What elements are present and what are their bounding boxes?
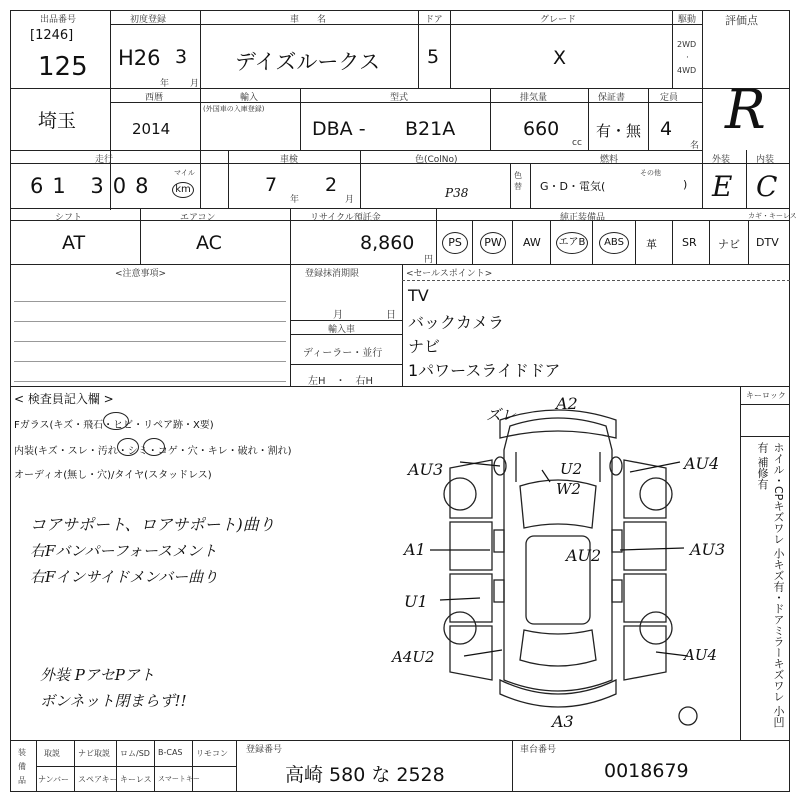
row-divider — [10, 208, 790, 209]
col-divider — [702, 150, 703, 208]
equip-ps: PS — [442, 232, 468, 254]
equip-dtv: DTV — [756, 236, 779, 249]
sales-point-4: 1パワースライドドア — [408, 361, 561, 380]
col-divider — [290, 208, 291, 264]
mark-au2: AU2 — [566, 546, 602, 565]
hand-note-3: 右Fインサイドメンバー曲り — [30, 568, 219, 586]
warranty-label: 保証書 — [598, 93, 626, 103]
drive-4wd: 4WD — [677, 66, 697, 75]
footer-item: B-CAS — [158, 748, 183, 757]
type-label: 型式 — [390, 93, 409, 103]
exterior-label: 外装 — [712, 155, 731, 165]
region: 埼玉 — [38, 110, 77, 132]
hand-note-4: 外装 PアセPアト — [40, 666, 155, 684]
type-prefix: DBA - — [312, 118, 366, 140]
col-divider — [740, 386, 741, 740]
model-year-label: 西暦 — [145, 93, 164, 103]
side-notes: ホイル・CPキズワレ 小キズ有・ドアミラーキズワレ 小凹有 補修有 — [756, 442, 785, 728]
lot-number: 125 — [38, 52, 88, 82]
col-divider — [300, 88, 301, 150]
equip-aw: AW — [523, 236, 541, 249]
yen-unit: 円 — [424, 255, 434, 265]
capacity-label: 定員 — [660, 93, 679, 103]
sales-point-2: バックカメラ — [408, 313, 505, 332]
col-divider — [290, 264, 291, 386]
mark-a1: A1 — [404, 540, 426, 559]
equip-airbag: エアB — [556, 232, 588, 254]
equip-abs: ABS — [599, 232, 629, 254]
interior-grade: C — [756, 170, 778, 203]
steering-side: 左H ・ 右H — [308, 376, 374, 387]
grade-label: グレード — [540, 15, 577, 25]
reg-label: 登録抹消期限 — [305, 269, 360, 279]
displacement: 660 — [523, 118, 560, 140]
glass-line: Fガラス(キズ・飛石・ヒビ・リペア跡・X要) — [14, 420, 214, 431]
capacity: 4 — [660, 118, 673, 140]
col-divider — [402, 264, 403, 386]
mileage-mile: マイル — [174, 169, 195, 177]
col-divider — [418, 10, 419, 88]
footer-items — [36, 740, 236, 792]
month-unit: 月 — [190, 79, 200, 89]
equip-navi: ナビ — [718, 238, 740, 251]
col-divider — [490, 88, 491, 150]
mark-u1: U1 — [404, 592, 428, 611]
sales-point-1: TV — [408, 286, 429, 305]
footer-item: リモコン — [196, 749, 228, 758]
hand-note-1: コアサポート、ロアサポート)曲り — [30, 515, 275, 534]
drive-label: 駆動 — [678, 15, 697, 25]
col-divider — [200, 10, 201, 88]
col-divider — [746, 150, 747, 208]
row-divider — [110, 24, 702, 25]
col-divider — [140, 208, 141, 264]
score-value: R — [725, 78, 766, 141]
row-divider — [402, 280, 790, 281]
disp-label: 排気量 — [520, 93, 548, 103]
keys-label: カギ・キーレス — [748, 212, 797, 220]
equipment-row — [436, 220, 790, 264]
footer-equip-label: 装備品 — [18, 748, 26, 785]
mileage-km-circled: km — [172, 182, 194, 198]
car-name-label: 車 名 — [290, 15, 327, 25]
col-divider — [360, 150, 361, 208]
footer-item: ナンバー — [38, 775, 70, 784]
col-divider — [702, 10, 703, 150]
exterior-grade: E — [712, 170, 733, 203]
col-divider — [512, 740, 513, 792]
car-damage-diagram — [380, 390, 736, 738]
recycle-label: リサイクル預託金 — [310, 213, 381, 223]
insp-month-unit: 月 — [345, 195, 355, 205]
import-label: 輸入 — [240, 93, 259, 103]
glass-circle — [103, 412, 129, 430]
col-divider — [672, 10, 673, 88]
door-label: ドア — [425, 15, 443, 25]
car-name: デイズルークス — [235, 50, 381, 74]
col-divider — [228, 150, 229, 208]
shift: AT — [62, 232, 86, 254]
hand-note-5: ボンネット閉まらず!! — [40, 692, 187, 710]
col-divider — [200, 150, 201, 208]
inspector-title: < 検査員記入欄 > — [14, 392, 114, 406]
interior-label: 内装 — [756, 155, 775, 165]
frame-number: 0018679 — [604, 760, 689, 782]
col-divider — [450, 10, 451, 88]
caution-lines — [14, 282, 286, 382]
warranty: 有・無 — [596, 122, 642, 140]
footer-item: ナビ取説 — [78, 749, 110, 758]
row-divider — [740, 404, 790, 405]
year-unit: 年 — [160, 79, 170, 89]
mark-a4u2: A4U2 — [392, 648, 435, 666]
plate-number: 高崎 580 な 2528 — [285, 764, 445, 786]
mark-au4-right: AU4 — [684, 454, 720, 473]
import-sub: (外国車の入庫登録) — [203, 105, 265, 113]
import-car-label: 輸入車 — [328, 325, 356, 335]
row-divider — [740, 436, 790, 437]
fuel-close: ) — [683, 178, 688, 191]
row-divider — [10, 264, 790, 265]
interior-circle-1 — [117, 438, 139, 456]
fuel: G・D・電気( — [540, 180, 606, 193]
interior-line: 内装(キズ・スレ・汚れ・シミ・コゲ・穴・キレ・破れ・割れ) — [14, 446, 292, 457]
col-divider — [200, 88, 201, 150]
color-change: 色替 — [514, 171, 522, 191]
mileage: 61 308 — [30, 174, 158, 198]
inspection-year: 7 — [265, 174, 278, 196]
reg-day: 日 — [386, 310, 396, 321]
inspection-label: 車検 — [280, 155, 299, 165]
shift-label: シフト — [55, 213, 83, 223]
row-divider — [10, 163, 790, 164]
dealer-parallel: ディーラー・並行 — [303, 348, 383, 359]
row-divider — [10, 150, 702, 151]
model-year: 2014 — [132, 120, 171, 138]
mark-a3: A3 — [552, 712, 574, 731]
col-divider — [648, 88, 649, 150]
caution-label: <注意事項> — [115, 269, 167, 279]
fuel-other: その他 — [640, 169, 661, 177]
insp-year-unit: 年 — [290, 195, 300, 205]
mark-w2: W2 — [556, 480, 581, 498]
capacity-unit: 名 — [690, 141, 700, 151]
lot-label: 出品番号 — [40, 15, 77, 25]
inspection-month: 2 — [325, 174, 338, 196]
plate-label: 登録番号 — [246, 745, 283, 755]
reg-month: 月 — [333, 310, 343, 321]
first-reg-year: H26 — [118, 46, 161, 70]
footer-item: キーレス — [120, 775, 152, 784]
mileage-label: 走行 — [95, 155, 114, 165]
mark-au3-left: AU3 — [408, 460, 444, 479]
frame-label: 車台番号 — [520, 745, 557, 755]
footer-item: スマートキー — [158, 775, 200, 783]
row-divider — [290, 364, 402, 365]
first-reg-label: 初度登録 — [130, 15, 167, 25]
color-code: P38 — [445, 186, 469, 200]
mark-au4-bottom: AU4 — [684, 646, 718, 664]
mark-a2: A2 — [556, 394, 578, 413]
grade-value: X — [553, 47, 567, 69]
mark-zure: ズレ — [486, 406, 517, 424]
footer-item: 取説 — [44, 749, 60, 758]
color-label: 色(ColNo) — [415, 155, 458, 165]
equip-sr: SR — [682, 236, 697, 249]
lot-sub: [1246] — [30, 28, 74, 43]
score-label: 評価点 — [725, 14, 758, 27]
col-divider — [236, 740, 237, 792]
sales-point-label: <セールスポイント> — [406, 269, 493, 279]
col-divider — [530, 163, 531, 208]
disp-unit: cc — [572, 138, 582, 148]
hand-note-2: 右Fバンパーフォースメント — [30, 542, 218, 560]
keylock-label: キーロック — [746, 391, 786, 400]
door-count: 5 — [427, 46, 440, 68]
footer-item: ロム/SD — [120, 749, 150, 758]
audio-line: オーディオ(無し・穴)/タイヤ(スタッドレス) — [14, 470, 212, 481]
equipment-label: 純正装備品 — [560, 213, 606, 223]
recycle-fee: 8,860 — [360, 232, 415, 254]
ac-label: エアコン — [180, 213, 216, 223]
fuel-label: 燃料 — [600, 155, 619, 165]
row-divider — [10, 88, 790, 89]
drive-2wd: 2WD — [677, 40, 697, 49]
first-reg-month: 3 — [175, 46, 188, 68]
row-divider — [10, 386, 790, 387]
drive-dot: · — [686, 53, 689, 63]
mark-u2: U2 — [560, 460, 583, 478]
mark-au3-right: AU3 — [690, 540, 726, 559]
sales-point-3: ナビ — [408, 337, 441, 356]
col-divider — [510, 163, 511, 208]
col-divider — [588, 88, 589, 150]
equip-pw: PW — [480, 232, 506, 254]
footer-item: スペアキー — [78, 775, 118, 784]
interior-circle-2 — [143, 438, 165, 456]
equip-leather: 革 — [646, 238, 657, 251]
type-code: B21A — [405, 118, 456, 140]
ac: AC — [196, 232, 222, 254]
